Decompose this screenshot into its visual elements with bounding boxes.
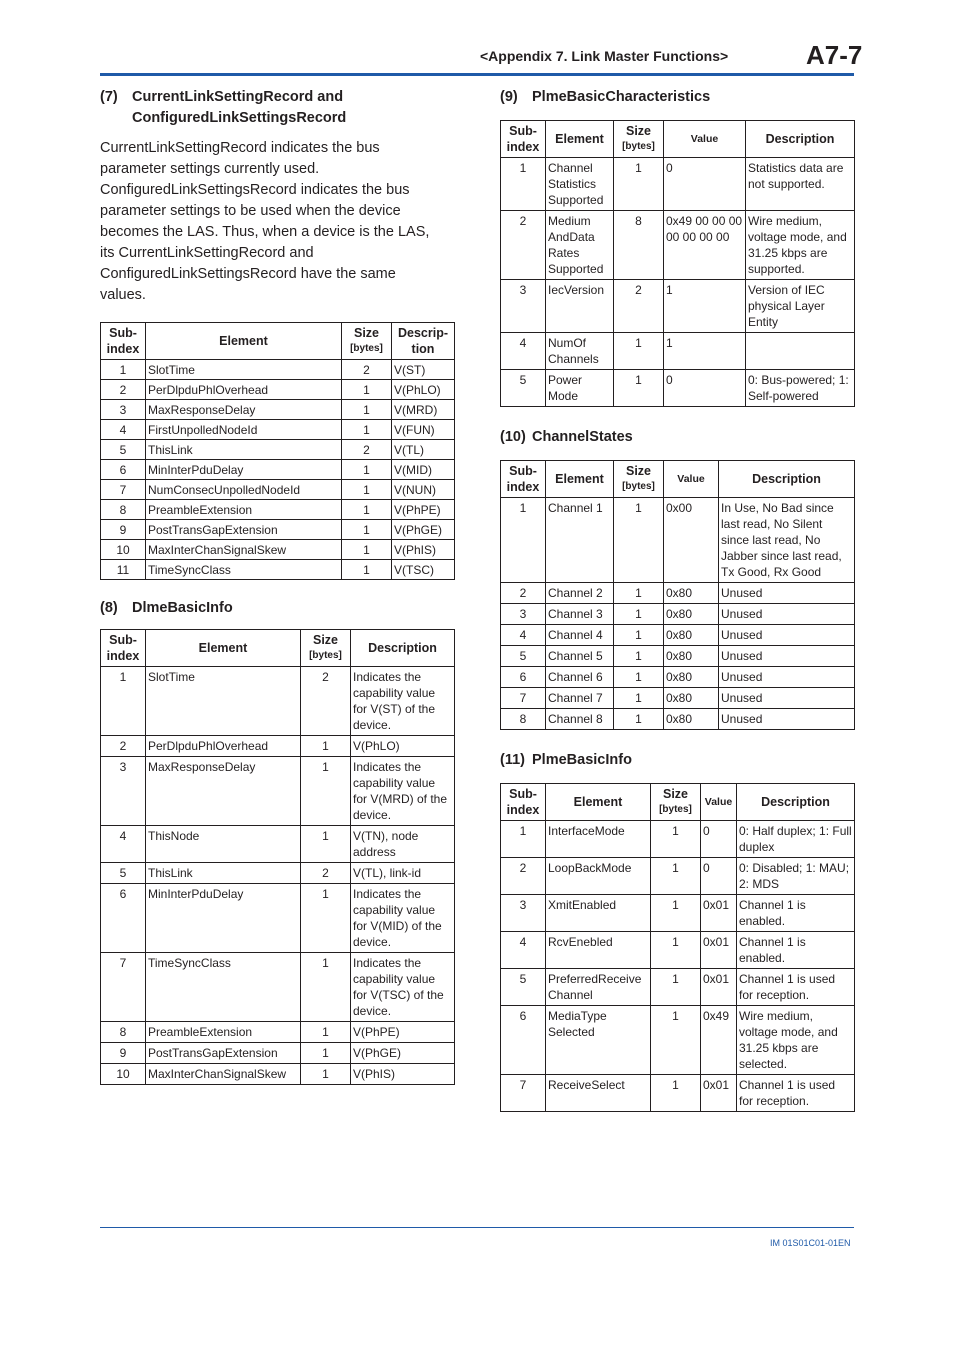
cell-subindex: 4 <box>101 420 146 440</box>
table-header-row <box>501 461 855 498</box>
table-9 <box>500 120 855 407</box>
size-unit: [bytes] <box>309 650 342 661</box>
section-7-heading <box>100 87 455 129</box>
cell-description: Channel 1 is enabled. <box>737 932 855 969</box>
cell-description: Statistics data are not supported. <box>746 158 855 211</box>
cell-size: 2 <box>301 667 351 736</box>
cell-description: Indicates the capability value for V(MID) of the device. <box>351 884 455 953</box>
table-7 <box>100 322 455 580</box>
cell-size: 1 <box>614 667 664 688</box>
table-row <box>101 736 455 757</box>
cell-element: Channel 8 <box>546 709 614 730</box>
cell-subindex: 7 <box>101 953 146 1022</box>
cell-element: MinInterPduDelay <box>146 884 301 953</box>
header-element: Element <box>546 121 614 158</box>
cell-value: 0x01 <box>701 1075 737 1112</box>
cell-element: MaxResponseDelay <box>146 757 301 826</box>
cell-element: PostTransGapExtension <box>146 520 342 540</box>
cell-size: 1 <box>651 1075 701 1112</box>
cell-value: 0 <box>664 158 746 211</box>
cell-description: Channel 1 is used for reception. <box>737 1075 855 1112</box>
table-row <box>501 280 855 333</box>
header-element: Element <box>546 461 614 498</box>
cell-size: 1 <box>342 400 392 420</box>
cell-element: Channel 1 <box>546 498 614 583</box>
cell-size: 1 <box>614 604 664 625</box>
cell-subindex: 3 <box>501 280 546 333</box>
section-title: CurrentLinkSettingRecord and ConfiguredLinkSettingsRecord <box>132 89 347 126</box>
section-number: (7) <box>100 89 118 105</box>
cell-size: 1 <box>301 884 351 953</box>
cell-element: MinInterPduDelay <box>146 460 342 480</box>
cell-subindex: 8 <box>501 709 546 730</box>
cell-element: ThisLink <box>146 863 301 884</box>
table-body <box>501 158 855 407</box>
table-row <box>101 360 455 380</box>
cell-subindex: 2 <box>101 380 146 400</box>
cell-value: 0x49 <box>701 1006 737 1075</box>
cell-value: 0x80 <box>664 667 719 688</box>
cell-subindex: 5 <box>501 969 546 1006</box>
header-subindex: Sub-index <box>501 121 546 158</box>
table-row <box>101 826 455 863</box>
header-size <box>614 121 664 158</box>
table-row <box>501 583 855 604</box>
cell-value: 0x80 <box>664 583 719 604</box>
section-7-paragraph: CurrentLinkSettingRecord indicates the bus parameter settings currently used. ConfiguredLinkSettingsRecord indicates the bus parameter settings to be used when the device becomes the LAS. Thus, when a device is the LAS, its CurrentLinkSettingRecord and ConfiguredLinkSettingsRecord have the same values. <box>100 140 430 303</box>
cell-description: Indicates the capability value for V(ST) of the device. <box>351 667 455 736</box>
cell-description: V(TN), node address <box>351 826 455 863</box>
cell-subindex: 4 <box>101 826 146 863</box>
cell-value: 0 <box>664 370 746 407</box>
cell-subindex: 10 <box>101 1064 146 1085</box>
table-row <box>501 604 855 625</box>
table-row <box>101 380 455 400</box>
table-row <box>101 560 455 580</box>
table-header-row <box>101 630 455 667</box>
table-body <box>101 667 455 1085</box>
cell-element: Power Mode <box>546 370 614 407</box>
header-element: Element <box>546 784 651 821</box>
size-label: Size <box>353 326 379 340</box>
cell-size: 1 <box>342 560 392 580</box>
cell-description: Unused <box>719 583 855 604</box>
table-header-row <box>501 784 855 821</box>
header-subindex: Sub-index <box>101 630 146 667</box>
cell-subindex: 1 <box>501 158 546 211</box>
table-row <box>501 333 855 370</box>
cell-subindex: 5 <box>101 440 146 460</box>
header-element: Element <box>146 630 301 667</box>
cell-subindex: 3 <box>501 604 546 625</box>
section-title: PlmeBasicInfo <box>532 752 632 768</box>
cell-description: V(TL), link-id <box>351 863 455 884</box>
cell-size: 2 <box>342 360 392 380</box>
cell-size: 1 <box>342 380 392 400</box>
header-size <box>614 461 664 498</box>
cell-size: 1 <box>651 821 701 858</box>
header-subindex: Sub-index <box>101 323 146 360</box>
cell-element: Channel 4 <box>546 625 614 646</box>
cell-subindex: 8 <box>101 1022 146 1043</box>
cell-description: Unused <box>719 688 855 709</box>
cell-description: Unused <box>719 604 855 625</box>
table-row <box>101 500 455 520</box>
size-unit: [bytes] <box>659 804 692 815</box>
header-value: Value <box>664 121 746 158</box>
cell-element: SlotTime <box>146 667 301 736</box>
header-value: Value <box>701 784 737 821</box>
cell-size: 1 <box>301 736 351 757</box>
table-row <box>101 953 455 1022</box>
section-8-heading <box>100 598 455 619</box>
cell-subindex: 7 <box>501 1075 546 1112</box>
cell-element: Medium AndData Rates Supported <box>546 211 614 280</box>
size-label: Size <box>625 464 651 478</box>
size-unit: [bytes] <box>622 481 655 492</box>
cell-value: 0x80 <box>664 625 719 646</box>
table-row <box>101 757 455 826</box>
cell-description: Unused <box>719 625 855 646</box>
header-size <box>342 323 392 360</box>
cell-size: 1 <box>614 583 664 604</box>
cell-subindex: 2 <box>501 858 546 895</box>
cell-value: 0 <box>701 858 737 895</box>
cell-description: V(PhGE) <box>351 1043 455 1064</box>
cell-description: Wire medium, voltage mode, and 31.25 kbps are selected. <box>737 1006 855 1075</box>
cell-element: TimeSyncClass <box>146 560 342 580</box>
table-row <box>501 498 855 583</box>
cell-element: MediaType Selected <box>546 1006 651 1075</box>
cell-description: V(NUN) <box>392 480 455 500</box>
cell-element: NumOf Channels <box>546 333 614 370</box>
section-number: (11) <box>500 752 525 768</box>
cell-subindex: 10 <box>101 540 146 560</box>
cell-description: V(FUN) <box>392 420 455 440</box>
cell-subindex: 3 <box>501 895 546 932</box>
cell-element: ThisLink <box>146 440 342 460</box>
header-rule <box>100 73 854 76</box>
cell-subindex: 4 <box>501 333 546 370</box>
table-row <box>501 895 855 932</box>
table-row <box>101 1022 455 1043</box>
cell-subindex: 1 <box>101 667 146 736</box>
table-row <box>101 420 455 440</box>
cell-description <box>746 333 855 370</box>
size-unit: [bytes] <box>350 343 383 354</box>
cell-element: NumConsecUnpolledNodeId <box>146 480 342 500</box>
table-row <box>501 688 855 709</box>
cell-value: 0x80 <box>664 709 719 730</box>
header-description: Description <box>351 630 455 667</box>
header-element: Element <box>146 323 342 360</box>
cell-subindex: 9 <box>101 1043 146 1064</box>
cell-size: 1 <box>342 420 392 440</box>
cell-element: PostTransGapExtension <box>146 1043 301 1064</box>
cell-size: 1 <box>614 370 664 407</box>
cell-subindex: 6 <box>101 460 146 480</box>
cell-subindex: 4 <box>501 625 546 646</box>
cell-element: ThisNode <box>146 826 301 863</box>
cell-description: 0: Disabled; 1: MAU; 2: MDS <box>737 858 855 895</box>
cell-description: V(PhLO) <box>392 380 455 400</box>
cell-size: 1 <box>342 500 392 520</box>
section-title: DlmeBasicInfo <box>132 600 233 616</box>
cell-value: 1 <box>664 333 746 370</box>
cell-element: Channel 3 <box>546 604 614 625</box>
size-label: Size <box>312 633 338 647</box>
cell-size: 1 <box>614 709 664 730</box>
cell-description: V(PhLO) <box>351 736 455 757</box>
cell-description: 0: Bus-powered; 1: Self-powered <box>746 370 855 407</box>
cell-size: 1 <box>301 1043 351 1064</box>
table-row <box>101 1043 455 1064</box>
table-header-row <box>501 121 855 158</box>
cell-subindex: 6 <box>501 667 546 688</box>
cell-subindex: 11 <box>101 560 146 580</box>
table-row <box>101 480 455 500</box>
cell-size: 1 <box>614 158 664 211</box>
size-label: Size <box>625 124 651 138</box>
table-row <box>101 667 455 736</box>
cell-value: 0x80 <box>664 646 719 667</box>
cell-element: ReceiveSelect <box>546 1075 651 1112</box>
table-body <box>501 498 855 730</box>
footer-rule <box>100 1227 854 1228</box>
cell-size: 1 <box>301 953 351 1022</box>
header-description: Descrip-tion <box>392 323 455 360</box>
table-row <box>501 667 855 688</box>
table-row <box>101 400 455 420</box>
cell-size: 1 <box>301 826 351 863</box>
cell-description: Indicates the capability value for V(MRD) of the device. <box>351 757 455 826</box>
table-row <box>101 540 455 560</box>
header-description: Description <box>746 121 855 158</box>
cell-subindex: 4 <box>501 932 546 969</box>
cell-element: TimeSyncClass <box>146 953 301 1022</box>
cell-element: MaxInterChanSignalSkew <box>146 1064 301 1085</box>
cell-description: Unused <box>719 709 855 730</box>
cell-size: 1 <box>301 1064 351 1085</box>
table-10 <box>500 460 855 730</box>
table-row <box>501 1075 855 1112</box>
cell-element: PreambleExtension <box>146 1022 301 1043</box>
table-row <box>101 863 455 884</box>
cell-size: 1 <box>301 757 351 826</box>
section-title: ChannelStates <box>532 429 633 445</box>
table-row <box>501 821 855 858</box>
cell-value: 0x01 <box>701 895 737 932</box>
cell-description: V(PhPE) <box>392 500 455 520</box>
cell-element: PerDlpduPhlOverhead <box>146 736 301 757</box>
cell-subindex: 1 <box>501 821 546 858</box>
cell-subindex: 5 <box>501 646 546 667</box>
document-id: IM 01S01C01-01EN <box>770 1238 851 1248</box>
cell-size: 1 <box>614 498 664 583</box>
cell-description: Channel 1 is used for reception. <box>737 969 855 1006</box>
table-row <box>501 646 855 667</box>
cell-size: 2 <box>614 280 664 333</box>
section-number: (8) <box>100 600 118 616</box>
cell-element: PreambleExtension <box>146 500 342 520</box>
cell-subindex: 3 <box>101 757 146 826</box>
cell-subindex: 7 <box>501 688 546 709</box>
table-row <box>501 158 855 211</box>
cell-size: 1 <box>651 1006 701 1075</box>
cell-description: V(PhPE) <box>351 1022 455 1043</box>
cell-description: Channel 1 is enabled. <box>737 895 855 932</box>
cell-element: InterfaceMode <box>546 821 651 858</box>
page-number: A7-7 <box>806 40 863 70</box>
section-number: (10) <box>500 429 526 445</box>
cell-subindex: 2 <box>501 583 546 604</box>
table-row <box>101 520 455 540</box>
cell-value: 0x01 <box>701 969 737 1006</box>
table-body <box>501 821 855 1112</box>
cell-element: Channel 2 <box>546 583 614 604</box>
cell-subindex: 2 <box>101 736 146 757</box>
table-row <box>101 1064 455 1085</box>
cell-description: Unused <box>719 667 855 688</box>
cell-element: Channel 7 <box>546 688 614 709</box>
cell-description: Indicates the capability value for V(TSC) of the device. <box>351 953 455 1022</box>
cell-description: V(MID) <box>392 460 455 480</box>
cell-value: 0x01 <box>701 932 737 969</box>
cell-size: 1 <box>614 625 664 646</box>
header-subindex: Sub-index <box>501 461 546 498</box>
cell-element: Channel 5 <box>546 646 614 667</box>
cell-description: V(PhIS) <box>351 1064 455 1085</box>
cell-subindex: 8 <box>101 500 146 520</box>
table-row <box>501 211 855 280</box>
cell-size: 1 <box>651 895 701 932</box>
cell-description: Unused <box>719 646 855 667</box>
header-description: Description <box>737 784 855 821</box>
cell-subindex: 9 <box>101 520 146 540</box>
table-11 <box>500 783 855 1112</box>
cell-subindex: 6 <box>101 884 146 953</box>
cell-size: 1 <box>342 540 392 560</box>
size-label: Size <box>662 787 688 801</box>
cell-element: FirstUnpolledNodeId <box>146 420 342 440</box>
cell-subindex: 1 <box>101 360 146 380</box>
cell-size: 1 <box>651 932 701 969</box>
cell-description: V(ST) <box>392 360 455 380</box>
cell-value: 0x80 <box>664 604 719 625</box>
table-row <box>501 370 855 407</box>
table-row <box>501 625 855 646</box>
table-8 <box>100 629 455 1085</box>
cell-value: 0x80 <box>664 688 719 709</box>
cell-size: 8 <box>614 211 664 280</box>
cell-value: 0 <box>701 821 737 858</box>
header-subindex: Sub-index <box>501 784 546 821</box>
table-header-row <box>101 323 455 360</box>
table-row <box>501 709 855 730</box>
right-column <box>500 87 855 1112</box>
cell-subindex: 7 <box>101 480 146 500</box>
cell-element: MaxResponseDelay <box>146 400 342 420</box>
header-description: Description <box>719 461 855 498</box>
cell-value: 0x00 <box>664 498 719 583</box>
cell-element: PreferredReceive Channel <box>546 969 651 1006</box>
cell-element: MaxInterChanSignalSkew <box>146 540 342 560</box>
cell-value: 0x49 00 00 00 00 00 00 00 <box>664 211 746 280</box>
cell-size: 2 <box>342 440 392 460</box>
cell-description: Version of IEC physical Layer Entity <box>746 280 855 333</box>
table-row <box>501 932 855 969</box>
cell-description: V(PhGE) <box>392 520 455 540</box>
cell-value: 1 <box>664 280 746 333</box>
header-value: Value <box>664 461 719 498</box>
header-size <box>301 630 351 667</box>
section-11-heading <box>500 750 855 771</box>
cell-element: Channel Statistics Supported <box>546 158 614 211</box>
header-title: <Appendix 7. Link Master Functions> <box>480 48 729 64</box>
cell-size: 1 <box>614 688 664 709</box>
cell-element: SlotTime <box>146 360 342 380</box>
cell-description: V(TSC) <box>392 560 455 580</box>
cell-description: V(MRD) <box>392 400 455 420</box>
cell-element: Channel 6 <box>546 667 614 688</box>
section-number: (9) <box>500 89 518 105</box>
cell-size: 2 <box>301 863 351 884</box>
cell-element: RcvEnebled <box>546 932 651 969</box>
cell-element: PerDlpduPhlOverhead <box>146 380 342 400</box>
cell-subindex: 1 <box>501 498 546 583</box>
cell-size: 1 <box>301 1022 351 1043</box>
table-body <box>101 360 455 580</box>
size-unit: [bytes] <box>622 141 655 152</box>
table-row <box>501 858 855 895</box>
cell-element: LoopBackMode <box>546 858 651 895</box>
cell-size: 1 <box>342 520 392 540</box>
cell-subindex: 5 <box>501 370 546 407</box>
cell-element: XmitEnabled <box>546 895 651 932</box>
cell-description: V(PhIS) <box>392 540 455 560</box>
table-row <box>501 1006 855 1075</box>
cell-description: 0: Half duplex; 1: Full duplex <box>737 821 855 858</box>
cell-description: V(TL) <box>392 440 455 460</box>
cell-description: Wire medium, voltage mode, and 31.25 kbps are supported. <box>746 211 855 280</box>
header-size <box>651 784 701 821</box>
table-row <box>101 440 455 460</box>
cell-size: 1 <box>342 480 392 500</box>
section-10-heading <box>500 427 855 448</box>
cell-description: In Use, No Bad since last read, No Silent since last read, No Jabber since last read, Tx Good, Rx Good <box>719 498 855 583</box>
cell-size: 1 <box>614 646 664 667</box>
left-column <box>100 87 455 1085</box>
section-9-heading <box>500 87 855 108</box>
cell-subindex: 6 <box>501 1006 546 1075</box>
section-title: PlmeBasicCharacteristics <box>532 89 711 105</box>
cell-subindex: 5 <box>101 863 146 884</box>
cell-size: 1 <box>342 460 392 480</box>
table-row <box>101 460 455 480</box>
cell-subindex: 2 <box>501 211 546 280</box>
cell-subindex: 3 <box>101 400 146 420</box>
cell-size: 1 <box>614 333 664 370</box>
table-row <box>101 884 455 953</box>
cell-size: 1 <box>651 858 701 895</box>
cell-element: IecVersion <box>546 280 614 333</box>
cell-size: 1 <box>651 969 701 1006</box>
table-row <box>501 969 855 1006</box>
